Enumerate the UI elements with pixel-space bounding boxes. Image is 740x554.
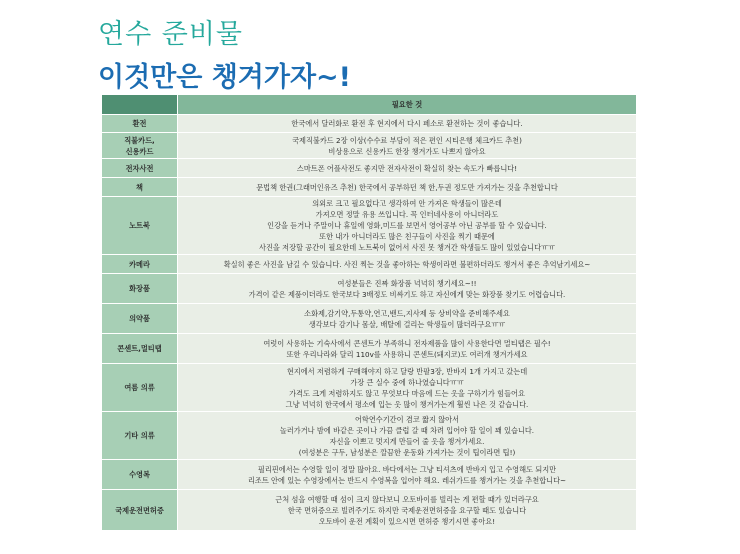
row-content-line: (여성분은 구두, 남성분은 깔끔한 운동화 가져가는 것이 팁이라면 팁!) [298,447,516,457]
table-row [102,490,637,531]
table-row [102,159,637,178]
row-content-cell [178,197,637,255]
checklist-table [101,94,637,531]
row-content-line: 그냥 넉넉히 한국에서 평소에 입는 옷 많이 챙겨가는게 훨씬 나은 것 같습니다. [285,399,529,409]
row-content-cell [178,115,637,133]
row-content-line: 놀러가거나 밤에 바같은 곳이나 가끔 클럽 갈 때 차려 입어야 할 일이 꽤 있습니다. [279,425,535,435]
row-content-line: 소화제,감기약,두통약,연고,밴드,지사제 등 상비약을 준비해주세요 [304,308,510,318]
row-content-line: 문법책 한권(그래머인유즈 추천) 한국에서 공부하던 책 한,두권 정도만 가져가는 것을 추천합니다 [256,182,558,192]
row-content-cell [178,274,637,304]
row-content-line: 근처 섬을 여행할 때 섬이 크지 않다보니 오토바이를 빌리는 게 편할 때가 있더라구요 [275,494,539,504]
row-category-cell [102,159,178,178]
row-category-cell [102,334,178,364]
row-content-line: 또한 내가 아니더라도 많은 친구들이 사진을 찍기 때문에 [319,232,495,241]
row-content-line: 현지에서 저렴하게 구매해야지 하고 달랑 반팔3장, 반바지 1개 가지고 갔는데 [286,366,528,376]
row-category-cell [102,460,178,490]
table-row [102,460,637,490]
table-row [102,304,637,334]
table-row [102,412,637,460]
row-category-label: 환전 [132,119,147,128]
table-row [102,274,637,304]
row-category-cell [102,364,178,412]
row-content-line: 가장 큰 실수 중에 하나였습니다ㅠㅠ [350,377,464,387]
row-content-line: 또한 우리나라와 달리 110v를 사용하니 콘센트(돼지코)도 여러개 챙겨가세요 [286,349,528,359]
page-subtitle: 이것만은 챙겨가자~! [98,62,351,93]
row-category-cell [102,115,178,133]
row-category-label: 콘센트,멀티탭 [117,344,162,353]
row-content-cell [178,255,637,274]
row-content-line: 가져오면 정말 유용 쓰입니다. 꼭 인터네사용이 아니더라도 [315,210,499,219]
row-content-cell [178,159,637,178]
row-category-label: 의약품 [129,314,150,323]
row-category-cell [102,133,178,159]
row-category-cell [102,178,178,197]
row-content-cell [178,364,637,412]
row-category-label: 수영복 [129,470,150,479]
row-category-label: 전자사전 [125,163,154,173]
row-category-label: 신용카드 [125,146,154,156]
row-content-line: 비상용으로 신용카드 한장 챙겨가도 나쁘지 않아요 [328,146,486,156]
row-content-line: 한국에서 달러화로 환전 후 현지에서 다시 페소로 환전하는 것이 좋습니다. [291,119,523,128]
row-content-line: 의외로 크고 필요없다고 생각하여 안 가져온 학생들이 많은데 [312,199,502,208]
row-category-label: 노트북 [129,221,150,230]
table-row [102,197,637,255]
row-category-label: 카메라 [129,259,150,269]
row-content-line: 스마트폰 어플사전도 좋지만 전자사전이 확실히 찾는 속도가 빠릅니다! [296,163,518,173]
row-content-cell [178,178,637,197]
row-content-cell [178,133,637,159]
row-category-cell [102,490,178,531]
row-category-cell [102,412,178,460]
table-header-row [102,95,637,115]
table-row [102,115,637,133]
row-content-cell [178,412,637,460]
header-needed-cell: 필요한 것 [178,95,637,115]
table-row [102,178,637,197]
row-category-cell [102,197,178,255]
row-content-line: 가격도 크게 저렴하지도 않고 무엇보다 마음에 드는 옷을 구하기가 힘들어요 [289,388,525,398]
table-row [102,133,637,159]
header-corner-cell [102,95,178,115]
row-category-label: 국제운전면허증 [115,505,164,515]
table-row [102,255,637,274]
row-content-line: 국제직불카드 2장 이상(수수료 부담이 적은 편인 시티은행 체크카드 추천) [292,135,522,145]
row-content-cell [178,490,637,531]
row-content-line: 확실히 좋은 사진을 남길 수 있습니다. 사진 찍는 것을 좋아하는 학생이라면 불편하더라도 챙겨서 좋은 추억남기세요~ [223,259,591,269]
row-content-line: 오토바이 운전 계획이 있으시면 면허증 챙기시면 좋아요! [318,516,496,526]
row-content-line: 사진을 저장할 공간이 필요한데 노트북이 없어서 사진 못 챙겨간 학생들도 많이 있었습니다ㅠㅠ [259,243,555,252]
row-content-line: 자신을 이쁘고 멋지게 만들어 줄 옷을 챙겨가세요. [329,436,485,446]
row-content-line: 여럿이 사용하는 기숙사에서 콘센트가 부족하니 전자제품을 많이 사용한다면 멀티탭은 필수! [263,338,551,348]
row-content-line: 인강을 듣거나 주말이나 휴일에 영화,미드를 보면서 영어공부 아닌 공부를 할 수 있습니다. [267,221,547,230]
row-content-line: 리조트 안에 있는 수영장에서는 반드시 수영복을 입어야 해요. 레쉬가드를 챙겨가는 것을 추천합니다~ [247,475,567,485]
table-row [102,364,637,412]
row-category-label: 책 [136,182,143,192]
row-content-line: 여성분들은 진짜 화장품 넉넉히 챙기세요~!! [337,278,477,288]
row-content-line: 필리핀에서는 수영할 일이 정말 많아요. 바다에서는 그냥 티셔츠에 반바지 입고 수영해도 되지만 [257,464,557,474]
row-content-line: 한국 면허증으로 빌려주기도 하지만 국제운전면허증을 요구할 때도 있습니다 [287,505,527,515]
row-content-cell [178,460,637,490]
row-content-line: 가격이 같은 제품이더라도 한국보다 3배정도 비싸기도 하고 자신에게 맞는 화장품 찾기도 어렵습니다. [248,289,566,299]
row-content-line: 어학연수기간이 겸코 짧지 않아서 [354,414,460,424]
row-category-cell [102,255,178,274]
row-category-label: 여름 의류 [124,383,155,392]
page-title: 연수 준비물 [98,19,243,50]
table-row [102,334,637,364]
row-category-cell [102,274,178,304]
row-content-cell [178,304,637,334]
row-category-cell [102,304,178,334]
row-content-line: 생각보다 감기나 몸살, 배탈에 걸리는 학생들이 많더라구요ㅠㅠ [308,319,506,329]
row-category-label: 화장품 [129,284,150,293]
row-category-label: 직불카드, [124,135,155,145]
row-category-label: 기타 의류 [124,431,155,440]
row-content-cell [178,334,637,364]
